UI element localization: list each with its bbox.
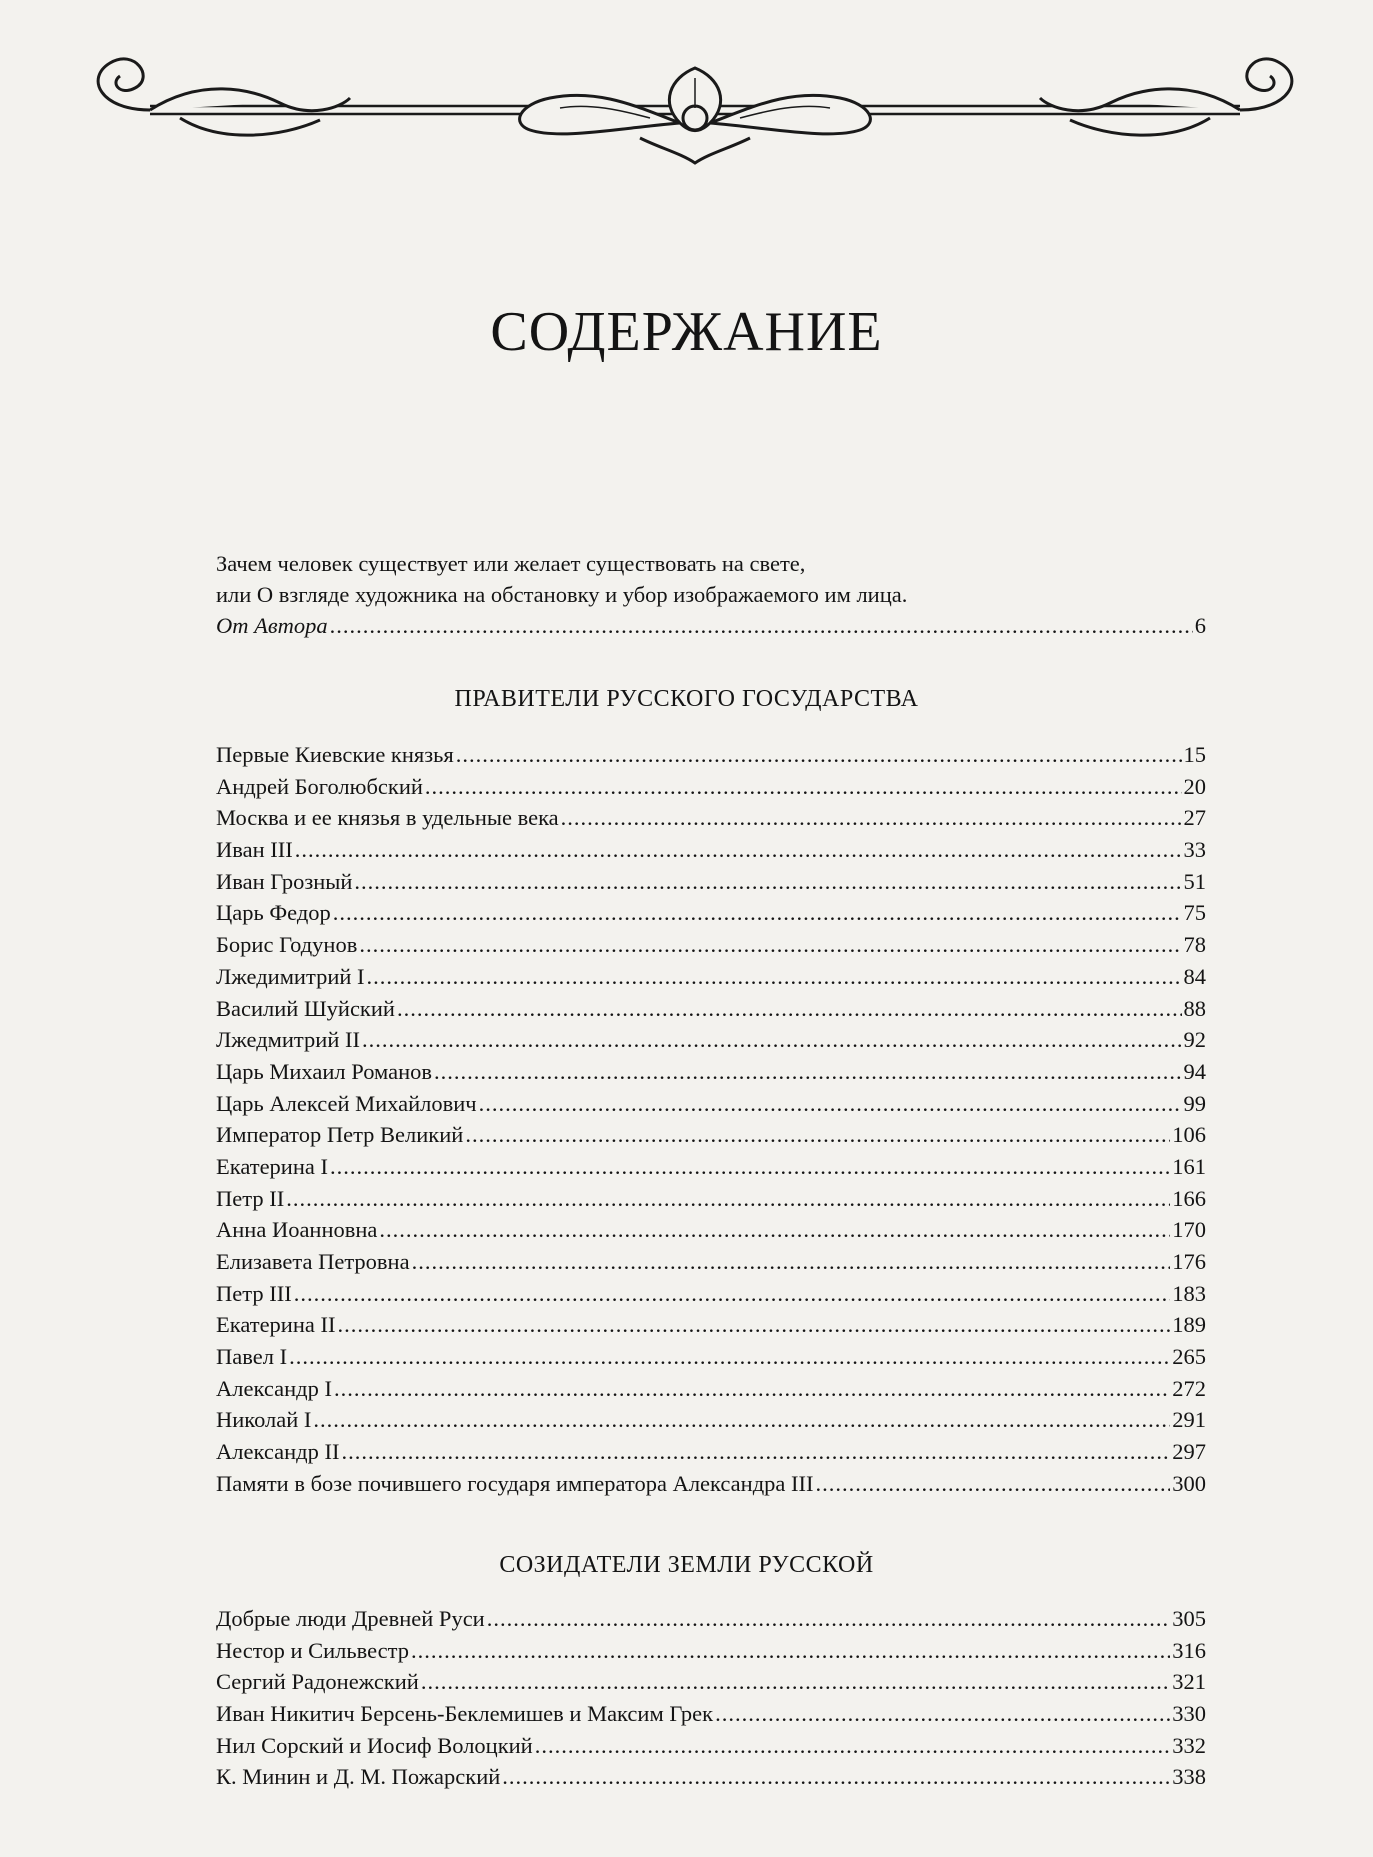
toc-entry[interactable] <box>216 1091 1206 1123</box>
toc-entry[interactable] <box>216 1733 1206 1765</box>
leader-dots <box>367 964 1182 990</box>
toc-entry-title: Петр II <box>216 1185 285 1211</box>
page-number: 99 <box>1183 1090 1206 1116</box>
leader-dots <box>816 1471 1171 1497</box>
toc-entry[interactable] <box>216 1701 1206 1733</box>
page-number: 15 <box>1183 742 1206 767</box>
toc-entry-title: Лжедимитрий I <box>216 963 365 989</box>
toc-entry[interactable] <box>216 932 1206 964</box>
toc-entry[interactable] <box>216 1764 1206 1796</box>
toc-entry[interactable] <box>216 1027 1206 1059</box>
toc-entry[interactable] <box>216 774 1206 806</box>
leader-dots <box>313 1407 1170 1433</box>
toc-entry-title: Царь Михаил Романов <box>216 1058 433 1084</box>
leader-dots <box>715 1701 1170 1727</box>
toc-entry-title: Иван Никитич Берсень-Беклемишев и Максим Грек <box>216 1701 714 1727</box>
page-number: 106 <box>1172 1122 1206 1148</box>
intro-author-entry[interactable] <box>216 610 1206 642</box>
toc-entry-title: Иван III <box>216 837 293 863</box>
intro-author: От Автора <box>216 613 328 638</box>
leader-dots <box>535 1733 1171 1759</box>
intro-line-2: или О взгляде художника на обстановку и убор изображаемого им лица. <box>216 582 908 607</box>
toc-entry-title: Лжедмитрий II <box>216 1027 360 1053</box>
page-number: 305 <box>1172 1606 1206 1631</box>
leader-dots <box>397 996 1182 1022</box>
leader-dots <box>479 1091 1182 1117</box>
page-number: 170 <box>1172 1217 1206 1243</box>
toc-entry-title: Памяти в бозе почившего государя императора Александра III <box>216 1470 814 1496</box>
leader-dots <box>421 1669 1170 1695</box>
toc-entry-title: Александр I <box>216 1375 332 1401</box>
page-number: 183 <box>1172 1280 1206 1306</box>
page-number: 88 <box>1183 995 1206 1021</box>
toc-entry[interactable] <box>216 742 1206 774</box>
page-number: 189 <box>1172 1312 1206 1338</box>
page-number: 316 <box>1172 1637 1206 1663</box>
toc-entry[interactable] <box>216 1669 1206 1701</box>
leader-dots <box>359 932 1181 958</box>
toc-entry[interactable] <box>216 1217 1206 1249</box>
page-number: 33 <box>1183 837 1206 863</box>
toc-entry-title: Первые Киевские князья <box>216 742 454 767</box>
page-number: 330 <box>1172 1701 1206 1727</box>
page-number: 6 <box>1194 613 1206 638</box>
toc-entry-title: Нестор и Сильвестр <box>216 1637 410 1663</box>
leader-dots <box>379 1217 1170 1243</box>
leader-dots <box>330 1154 1170 1180</box>
toc-entry-title: Царь Алексей Михайлович <box>216 1090 477 1116</box>
toc-entry[interactable] <box>216 1249 1206 1281</box>
section-builders-list <box>216 1606 1206 1796</box>
leader-dots <box>465 1122 1170 1148</box>
leader-dots <box>341 1439 1170 1465</box>
page-number: 20 <box>1183 773 1206 799</box>
toc-entry[interactable] <box>216 1122 1206 1154</box>
leader-dots <box>330 610 1193 641</box>
leader-dots <box>289 1344 1170 1370</box>
toc-entry-title: Екатерина I <box>216 1153 328 1179</box>
page-number: 161 <box>1172 1153 1206 1179</box>
toc-entry[interactable] <box>216 1312 1206 1344</box>
page-number: 332 <box>1172 1732 1206 1758</box>
leader-dots <box>333 900 1182 926</box>
section-title-builders: СОЗИДАТЕЛИ ЗЕМЛИ РУССКОЙ <box>499 1552 874 1578</box>
leader-dots <box>286 1186 1170 1212</box>
toc-entry-title: Андрей Боголюбский <box>216 773 423 799</box>
page-number: 51 <box>1183 868 1206 894</box>
toc-entry-title: Добрые люди Древней Руси <box>216 1606 485 1631</box>
toc-entry[interactable] <box>216 964 1206 996</box>
leader-dots <box>294 1281 1171 1307</box>
page-number: 297 <box>1172 1439 1206 1465</box>
leader-dots <box>456 742 1182 768</box>
toc-entry-title: Павел I <box>216 1344 288 1370</box>
toc-entry-title: Александр II <box>216 1439 340 1465</box>
toc-entry-title: Москва и ее князья в удельные века <box>216 805 559 831</box>
toc-entry[interactable] <box>216 805 1206 837</box>
leader-dots <box>434 1059 1181 1085</box>
page-number: 265 <box>1172 1344 1206 1370</box>
toc-entry[interactable] <box>216 1376 1206 1408</box>
page-number: 27 <box>1183 805 1206 831</box>
intro-line-1: Зачем человек существует или желает существовать на свете, <box>216 551 806 576</box>
toc-entry[interactable] <box>216 1154 1206 1186</box>
page-number: 92 <box>1183 1027 1206 1053</box>
leader-dots <box>411 1638 1170 1664</box>
toc-entry-title: К. Минин и Д. М. Пожарский <box>216 1764 501 1790</box>
leader-dots <box>338 1312 1171 1338</box>
page-number: 94 <box>1183 1058 1206 1084</box>
toc-entry[interactable] <box>216 1344 1206 1376</box>
leader-dots <box>334 1376 1170 1402</box>
page-number: 272 <box>1172 1375 1206 1401</box>
page-number: 300 <box>1172 1470 1206 1496</box>
toc-entry[interactable] <box>216 1606 1206 1638</box>
leader-dots <box>425 774 1182 800</box>
toc-entry[interactable] <box>216 1407 1206 1439</box>
intro-entry <box>216 548 1206 642</box>
leader-dots <box>412 1249 1171 1275</box>
section-rulers-list <box>216 742 1206 1503</box>
section-title-rulers: ПРАВИТЕЛИ РУССКОГО ГОСУДАРСТВА <box>454 686 919 712</box>
toc-entry-title: Нил Сорский и Иосиф Волоцкий <box>216 1732 533 1758</box>
toc-entry[interactable] <box>216 1439 1206 1471</box>
leader-dots <box>561 805 1182 831</box>
toc-entry-title: Иван Грозный <box>216 868 353 894</box>
leader-dots <box>295 837 1182 863</box>
toc-entry[interactable] <box>216 1471 1206 1503</box>
leader-dots <box>502 1764 1170 1790</box>
acanthus-scroll-icon <box>80 48 1310 168</box>
page-number: 291 <box>1172 1407 1206 1433</box>
leader-dots <box>487 1606 1171 1632</box>
toc-entry[interactable] <box>216 869 1206 901</box>
toc-entry-title: Император Петр Великий <box>216 1122 464 1148</box>
page-number: 166 <box>1172 1185 1206 1211</box>
page-number: 75 <box>1183 900 1206 926</box>
toc-entry-title: Василий Шуйский <box>216 995 395 1021</box>
toc-entry[interactable] <box>216 1638 1206 1670</box>
toc-entry-title: Сергий Радонежский <box>216 1669 419 1695</box>
page-number: 84 <box>1183 963 1206 989</box>
page-number: 338 <box>1172 1764 1206 1790</box>
toc-entry[interactable] <box>216 996 1206 1028</box>
toc-entry[interactable] <box>216 900 1206 932</box>
leader-dots <box>354 869 1181 895</box>
toc-entry[interactable] <box>216 1059 1206 1091</box>
toc-entry-title: Петр III <box>216 1280 292 1306</box>
toc-entry-title: Николай I <box>216 1407 312 1433</box>
toc-entry[interactable] <box>216 837 1206 869</box>
page-title: СОДЕРЖАНИЕ <box>490 301 883 363</box>
toc-entry-title: Екатерина II <box>216 1312 336 1338</box>
toc-entry-title: Царь Федор <box>216 900 331 926</box>
toc-entry-title: Анна Иоанновна <box>216 1217 378 1243</box>
toc-entry-title: Борис Годунов <box>216 932 358 958</box>
toc-entry[interactable] <box>216 1281 1206 1313</box>
page-number: 78 <box>1183 932 1206 958</box>
leader-dots <box>362 1027 1182 1053</box>
page-number: 321 <box>1172 1669 1206 1695</box>
page-number: 176 <box>1172 1249 1206 1274</box>
toc-entry-title: Елизавета Петровна <box>216 1249 410 1274</box>
toc-entry[interactable] <box>216 1186 1206 1218</box>
